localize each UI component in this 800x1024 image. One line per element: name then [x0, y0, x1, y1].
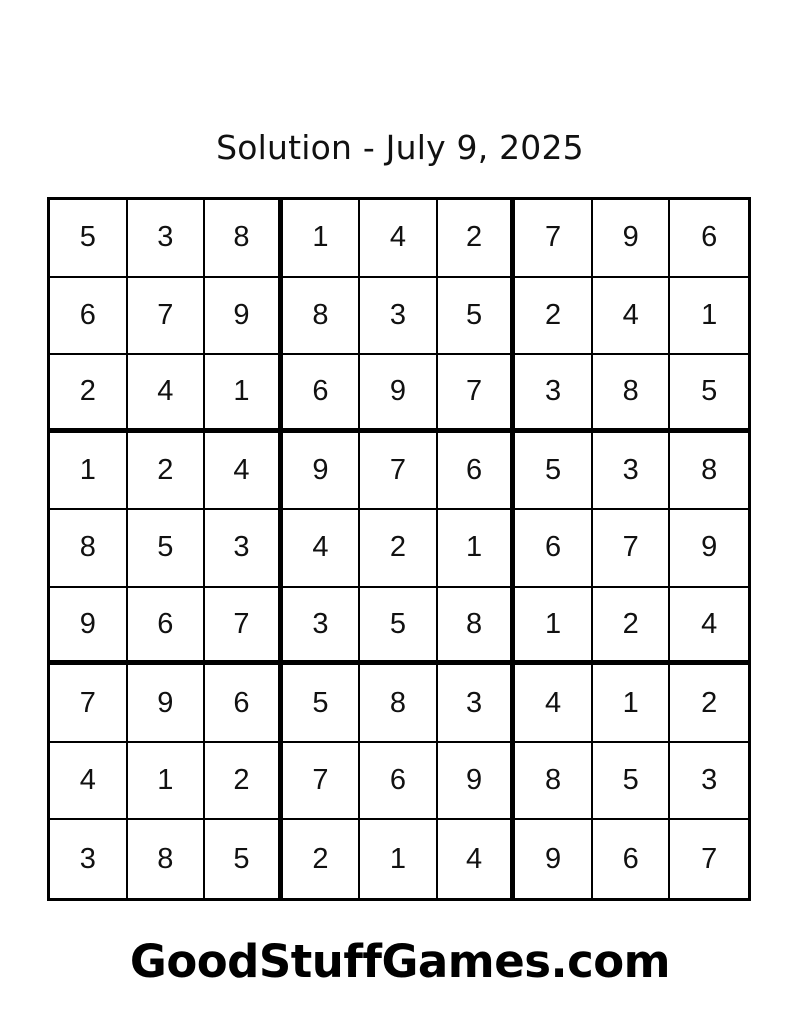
sudoku-cell: 8	[205, 200, 283, 278]
sudoku-cell: 8	[438, 588, 516, 666]
sudoku-cell: 1	[670, 278, 748, 356]
sudoku-cell: 3	[670, 743, 748, 821]
sudoku-cell: 5	[205, 820, 283, 898]
page-title: Solution - July 9, 2025	[216, 128, 584, 167]
sudoku-cell: 2	[438, 200, 516, 278]
sudoku-cell: 3	[593, 433, 671, 511]
sudoku-cell: 6	[515, 510, 593, 588]
sudoku-cell: 8	[670, 433, 748, 511]
sudoku-cell: 1	[360, 820, 438, 898]
sudoku-cell: 2	[670, 665, 748, 743]
sudoku-cell: 6	[360, 743, 438, 821]
sudoku-cell: 5	[50, 200, 128, 278]
sudoku-cell: 3	[515, 355, 593, 433]
sudoku-cell: 4	[593, 278, 671, 356]
sudoku-cell: 3	[438, 665, 516, 743]
sudoku-cell: 4	[283, 510, 361, 588]
sudoku-cell: 2	[593, 588, 671, 666]
sudoku-cell: 9	[360, 355, 438, 433]
sudoku-cell: 5	[128, 510, 206, 588]
sudoku-cell: 2	[283, 820, 361, 898]
sudoku-cell: 4	[515, 665, 593, 743]
sudoku-grid	[47, 197, 751, 901]
sudoku-cell: 2	[360, 510, 438, 588]
sudoku-cell: 7	[360, 433, 438, 511]
sudoku-cell: 5	[283, 665, 361, 743]
sudoku-cell: 9	[205, 278, 283, 356]
sudoku-cell: 7	[205, 588, 283, 666]
sudoku-cell: 9	[283, 433, 361, 511]
sudoku-cell: 3	[128, 200, 206, 278]
sudoku-cell: 7	[128, 278, 206, 356]
sudoku-cell: 4	[50, 743, 128, 821]
sudoku-cell: 9	[50, 588, 128, 666]
sudoku-cell: 6	[283, 355, 361, 433]
sudoku-cell: 3	[50, 820, 128, 898]
sudoku-cell: 8	[593, 355, 671, 433]
sudoku-cell: 9	[670, 510, 748, 588]
sudoku-cell: 6	[128, 588, 206, 666]
sudoku-cell: 2	[128, 433, 206, 511]
sudoku-cell: 2	[205, 743, 283, 821]
sudoku-cell: 7	[701, 842, 718, 875]
sudoku-cell: 6	[50, 278, 128, 356]
sudoku-cell: 4	[438, 820, 516, 898]
sudoku-cell: 1	[438, 510, 516, 588]
sudoku-cell: 8	[128, 820, 206, 898]
sudoku-cell: 8	[50, 510, 128, 588]
sudoku-cell: 2	[515, 278, 593, 356]
sudoku-cell: 1	[50, 433, 128, 511]
sudoku-cell: 6	[205, 665, 283, 743]
sudoku-cell: 6	[593, 820, 671, 898]
sudoku-cell: 5	[593, 743, 671, 821]
sudoku-cell: 4	[205, 433, 283, 511]
sudoku-cell: 4	[128, 355, 206, 433]
sudoku-cell: 1	[283, 200, 361, 278]
sudoku-cell: 3	[283, 588, 361, 666]
sudoku-cell: 1	[128, 743, 206, 821]
sudoku-cell: 5	[360, 588, 438, 666]
sudoku-cell: 3	[205, 510, 283, 588]
sudoku-cell: 7	[515, 200, 593, 278]
sudoku-cell: 4	[360, 200, 438, 278]
sudoku-cell: 9	[128, 665, 206, 743]
sudoku-cell: 5	[515, 433, 593, 511]
sudoku-cell: 2	[50, 355, 128, 433]
sudoku-cell: 8	[360, 665, 438, 743]
sudoku-cell: 8	[283, 278, 361, 356]
sudoku-cell: 3	[360, 278, 438, 356]
sudoku-cell: 7	[438, 355, 516, 433]
sudoku-cell: 1	[593, 665, 671, 743]
site-footer-brand: GoodStuffGames.com	[129, 935, 671, 988]
sudoku-cell: 9	[593, 200, 671, 278]
sudoku-cell: 9	[438, 743, 516, 821]
sudoku-cell: 7	[50, 665, 128, 743]
sudoku-cell: 1	[205, 355, 283, 433]
sudoku-cell: 4	[670, 588, 748, 666]
sudoku-cell: 9	[515, 820, 593, 898]
sudoku-cell: 5	[438, 278, 516, 356]
sudoku-cell: 8	[515, 743, 593, 821]
sudoku-cell: 6	[670, 200, 748, 278]
sudoku-cell: 1	[515, 588, 593, 666]
sudoku-cell: 6	[438, 433, 516, 511]
sudoku-cell: 5	[670, 355, 748, 433]
sudoku-cell: 7	[283, 743, 361, 821]
sudoku-cell: 7	[593, 510, 671, 588]
